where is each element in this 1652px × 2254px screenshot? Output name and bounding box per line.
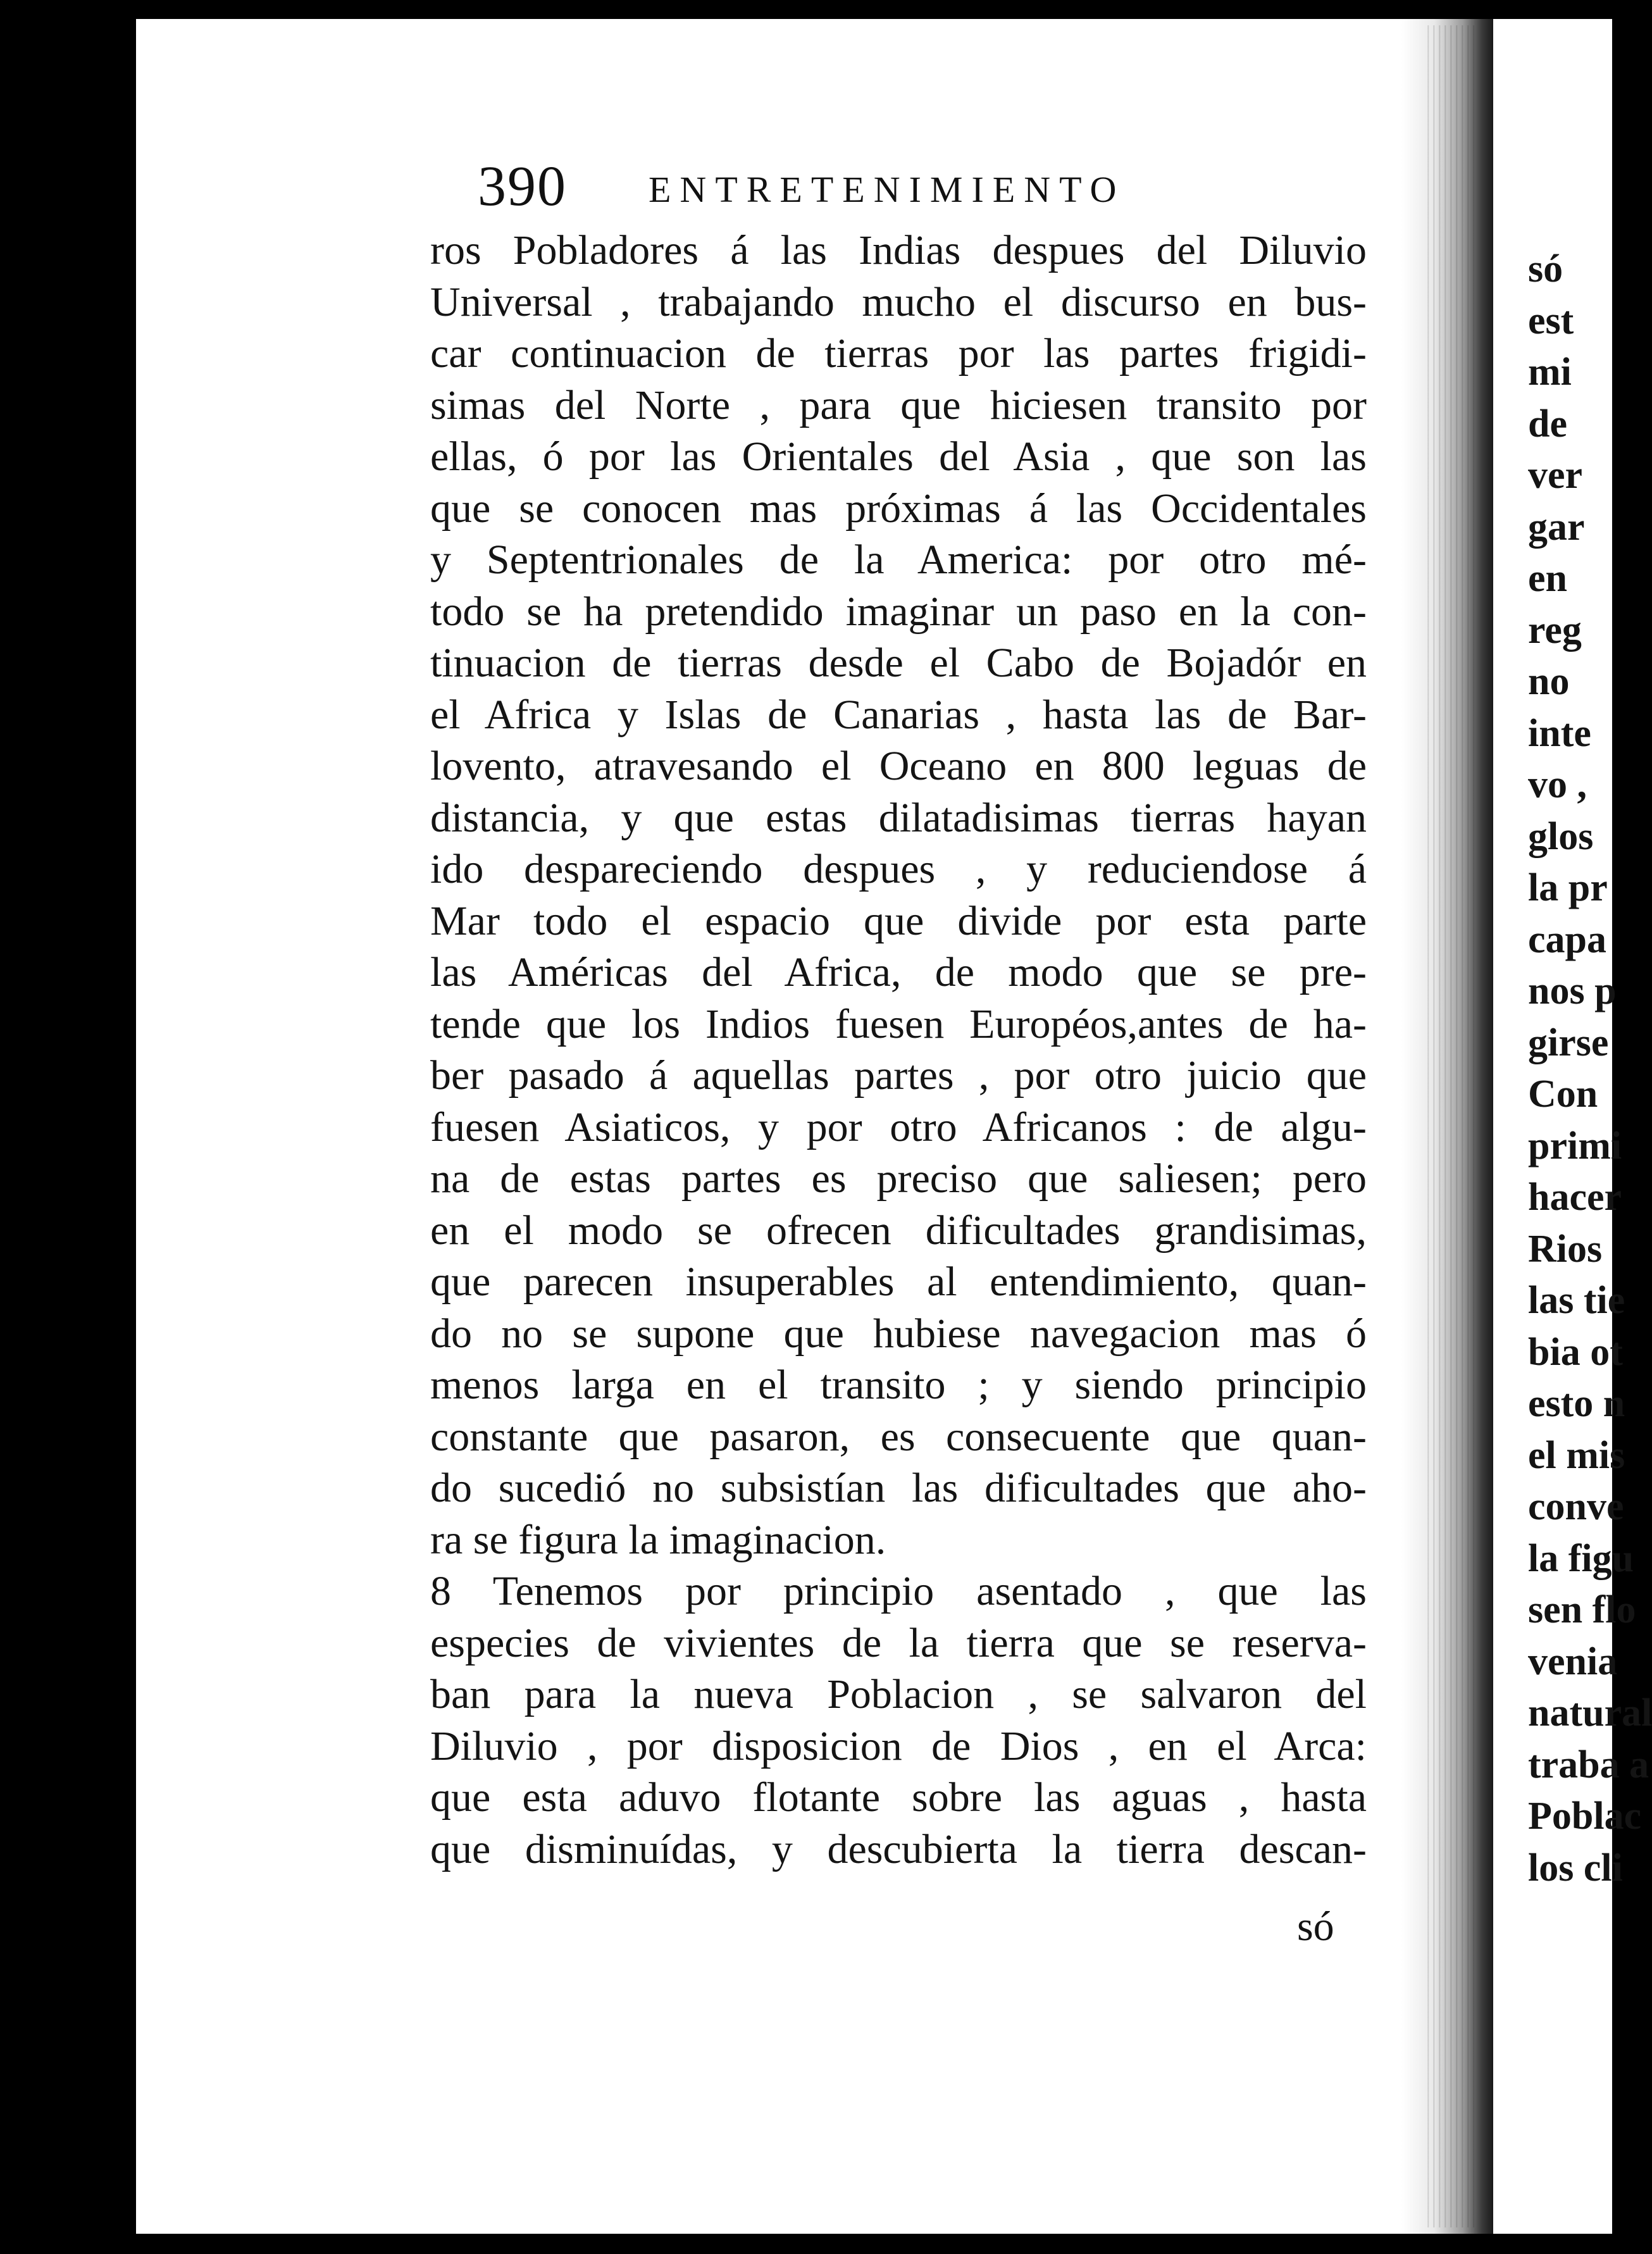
- text-line: menos larga en el transito ; y siendo principio: [430, 1362, 1367, 1408]
- right-fragment: glos: [1528, 814, 1594, 858]
- right-fragment: de: [1528, 402, 1567, 445]
- right-fragment: la pr: [1528, 866, 1608, 909]
- text-line: car continuacion de tierras por las partes frigidi-: [430, 330, 1367, 377]
- right-page-text: [1528, 244, 1652, 1894]
- right-fragment: ver: [1528, 454, 1583, 497]
- right-fragment: las tie: [1528, 1279, 1625, 1322]
- text-line: ido despareciendo despues , y reduciendose á: [430, 846, 1367, 892]
- body-text: [430, 225, 1367, 1875]
- text-line: que se conocen mas próximas á las Occidentales: [430, 485, 1367, 532]
- right-fragment: nos p: [1528, 969, 1617, 1012]
- right-fragment: no: [1528, 660, 1570, 703]
- text-line: constante que pasaron, es consecuente que quan-: [430, 1413, 1367, 1460]
- right-fragment: sen flo: [1528, 1588, 1636, 1631]
- right-fragment: en: [1528, 557, 1567, 600]
- catchword: só: [1297, 1903, 1334, 1950]
- text-line: Universal , trabajando mucho el discurso en bus-: [430, 278, 1367, 325]
- text-line: na de estas partes es preciso que saliesen; pero: [430, 1155, 1367, 1202]
- text-line: tende que los Indios fuesen Européos,antes de ha-: [430, 1000, 1367, 1047]
- right-fragment: reg: [1528, 608, 1582, 652]
- text-line: las Américas del Africa, de modo que se pre-: [430, 949, 1367, 995]
- text-line: Diluvio , por disposicion de Dios , en el Arca:: [430, 1722, 1367, 1769]
- text-line: ellas, ó por las Orientales del Asia , que son las: [430, 433, 1367, 480]
- right-fragment: est: [1528, 299, 1574, 342]
- text-line: todo se ha pretendido imaginar un paso en la con-: [430, 588, 1367, 635]
- right-fragment: bia ot: [1528, 1330, 1623, 1374]
- right-fragment: esto n: [1528, 1382, 1625, 1425]
- text-line: do no se supone que hubiese navegacion mas ó: [430, 1310, 1367, 1357]
- right-fragment: capa: [1528, 918, 1606, 961]
- text-line: el Africa y Islas de Canarias , hasta las de Bar-: [430, 691, 1367, 738]
- text-line: 8 Tenemos por principio asentado , que las: [430, 1568, 1367, 1614]
- page-number: 390: [478, 155, 567, 218]
- text-line: ban para la nueva Poblacion , se salvaron del: [430, 1671, 1367, 1717]
- text-line: que parecen insuperables al entendimiento, quan-: [430, 1259, 1367, 1305]
- text-line: que esta aduvo flotante sobre las aguas , hasta: [430, 1774, 1367, 1821]
- right-fragment: Rios: [1528, 1227, 1603, 1271]
- page-edges: [1424, 25, 1474, 2227]
- right-fragment: inte: [1528, 711, 1591, 755]
- text-line: que disminuídas, y descubierta la tierra descan-: [430, 1826, 1367, 1872]
- right-page: [1493, 19, 1652, 2234]
- right-fragment: los cli: [1528, 1846, 1623, 1890]
- text-line: ros Pobladores á las Indias despues del Diluvio: [430, 227, 1367, 273]
- right-fragment: girse: [1528, 1021, 1609, 1064]
- text-line: tinuacion de tierras desde el Cabo de Bojadór en: [430, 640, 1367, 686]
- right-fragment: mi: [1528, 351, 1572, 394]
- right-fragment: venia: [1528, 1640, 1618, 1683]
- right-fragment: vo ,: [1528, 763, 1587, 806]
- right-fragment: la figu: [1528, 1536, 1634, 1580]
- text-line: ra se figura la imaginacion.: [430, 1516, 886, 1563]
- text-line: en el modo se ofrecen dificultades grandisimas,: [430, 1207, 1367, 1254]
- text-line: Mar todo el espacio que divide por esta parte: [430, 897, 1367, 944]
- text-line: especies de vivientes de la tierra que se reserva-: [430, 1619, 1367, 1666]
- right-fragment: só: [1528, 247, 1563, 290]
- text-line: simas del Norte , para que hiciesen transito por: [430, 382, 1367, 428]
- right-fragment: hacer: [1528, 1176, 1622, 1219]
- text-line: y Septentrionales de la America: por otro mé-: [430, 537, 1367, 583]
- text-line: distancia, y que estas dilatadisimas tierras hayan: [430, 794, 1367, 841]
- text-line: do sucedió no subsistían las dificultades que aho-: [430, 1465, 1367, 1511]
- text-line: fuesen Asiaticos, y por otro Africanos : de algu-: [430, 1104, 1367, 1150]
- right-fragment: traba a: [1528, 1743, 1649, 1786]
- text-line: lovento, atravesando el Oceano en 800 leguas de: [430, 743, 1367, 789]
- running-head: ENTRETENIMIENTO: [649, 169, 1126, 210]
- right-fragment: conve: [1528, 1485, 1624, 1528]
- right-fragment: el mis: [1528, 1433, 1625, 1477]
- right-fragment: primi: [1528, 1124, 1622, 1167]
- page-header: [478, 149, 1300, 218]
- right-fragment: Con: [1528, 1073, 1598, 1116]
- right-fragment: gar: [1528, 505, 1585, 549]
- text-line: ber pasado á aquellas partes , por otro juicio que: [430, 1052, 1367, 1099]
- right-fragment: natural: [1528, 1691, 1652, 1734]
- right-fragment: Poblac: [1528, 1795, 1642, 1838]
